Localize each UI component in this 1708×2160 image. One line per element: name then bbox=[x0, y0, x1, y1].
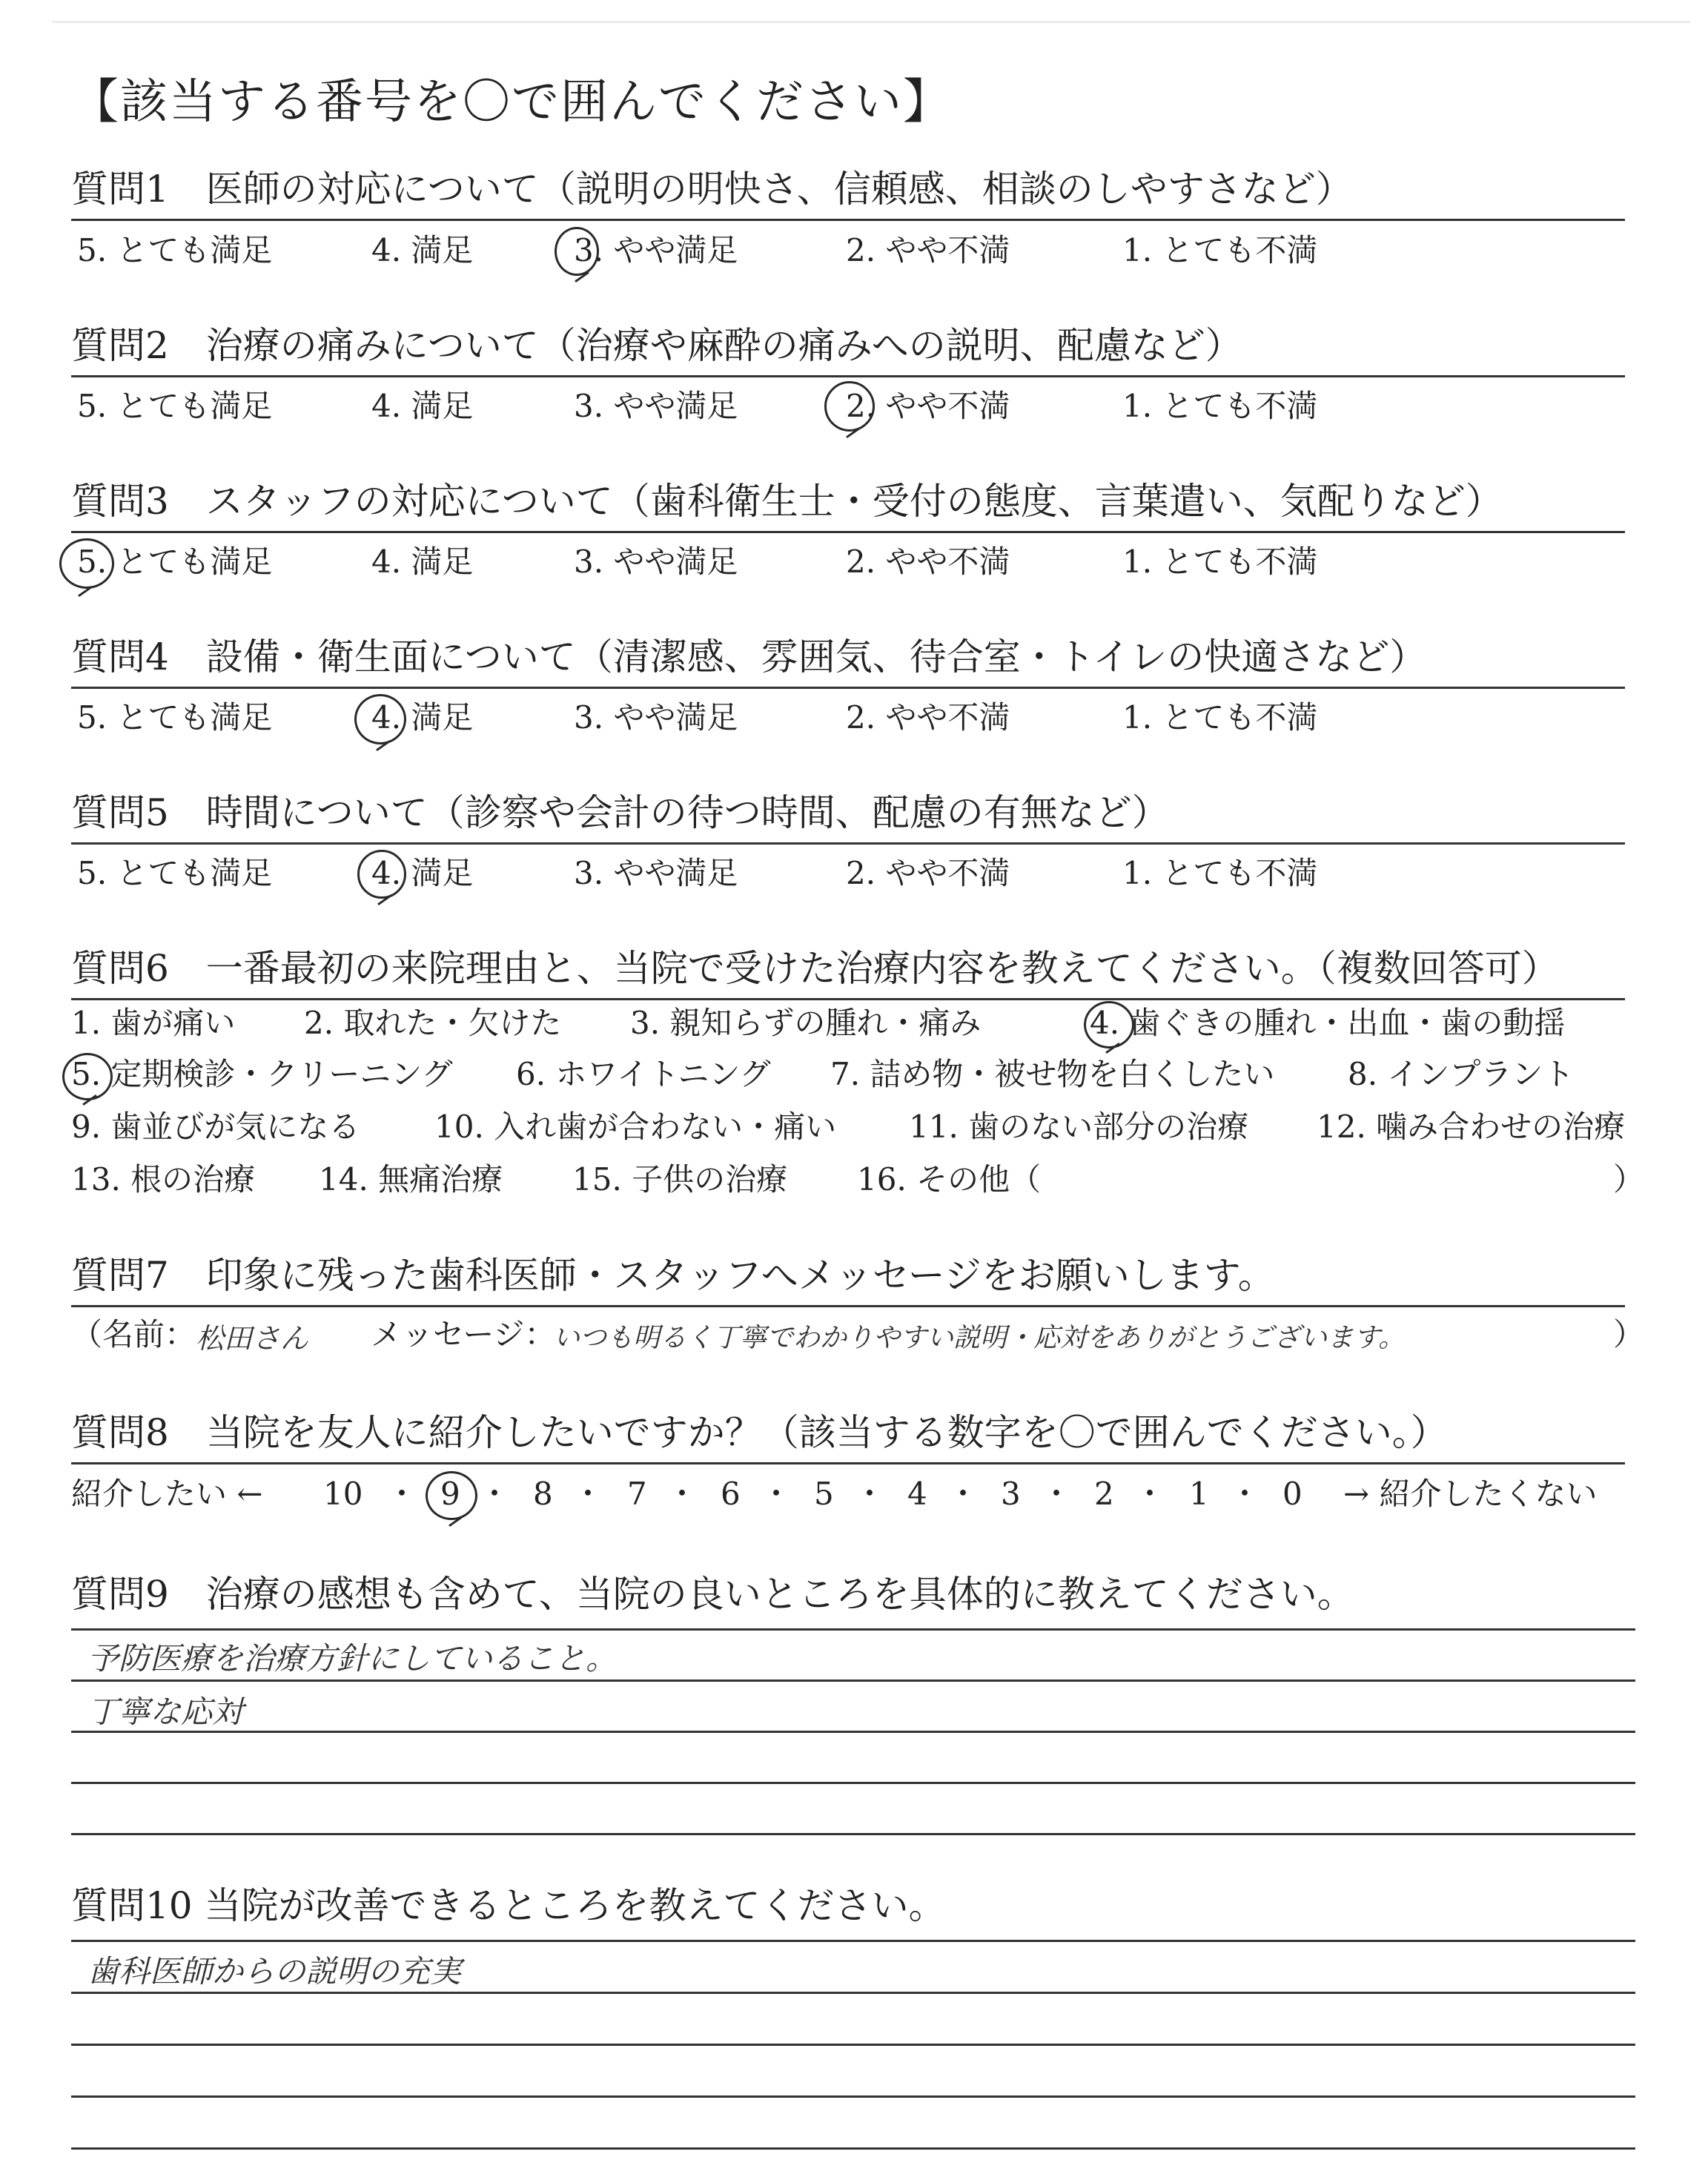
question-3 bbox=[71, 469, 1625, 533]
q2-option-3[interactable]: 3. やや満足 bbox=[574, 388, 738, 424]
q9-answer-1[interactable]: 予防医療を治療方針にしていること。 bbox=[87, 1640, 618, 1677]
scale-dot: ・ bbox=[572, 1476, 604, 1512]
scale-dot: ・ bbox=[854, 1476, 886, 1512]
q3-option-5[interactable]: 5. とても満足 bbox=[77, 544, 273, 580]
selection-circle bbox=[824, 381, 875, 432]
scale-4[interactable]: 4 bbox=[907, 1476, 927, 1512]
q6-option-4[interactable]: 4. 歯ぐきの腫れ・出血・歯の動揺 bbox=[1090, 1005, 1566, 1041]
question-5-options bbox=[71, 850, 1625, 897]
scale-dot: ・ bbox=[1229, 1476, 1261, 1512]
q2-option-4[interactable]: 4. 満足 bbox=[371, 388, 474, 424]
scale-9[interactable]: 9 bbox=[440, 1476, 460, 1512]
q6-option-16[interactable]: 16. その他（ bbox=[857, 1161, 1042, 1198]
question-4-text: 質問4 設備・衛生面について（清潔感、雰囲気、待合室・トイレの快適さなど） bbox=[71, 635, 1427, 678]
question-4-options bbox=[71, 694, 1625, 742]
q5-option-2[interactable]: 2. やや不満 bbox=[846, 855, 1010, 891]
q6-option-2[interactable]: 2. 取れた・欠けた bbox=[304, 1005, 562, 1041]
scale-6[interactable]: 6 bbox=[721, 1476, 741, 1512]
question-4 bbox=[71, 624, 1625, 689]
q2-option-1[interactable]: 1. とても不満 bbox=[1122, 388, 1318, 424]
answer-line bbox=[71, 1782, 1635, 1784]
selection-circle bbox=[1084, 1001, 1134, 1048]
question-1 bbox=[71, 156, 1625, 221]
question-6-text: 質問6 一番最初の来院理由と、当院で受けた治療内容を教えてください。（複数回答可） bbox=[71, 947, 1559, 990]
scale-dot: ・ bbox=[1041, 1476, 1073, 1512]
q3-option-2[interactable]: 2. やや不満 bbox=[846, 544, 1010, 580]
q6-option-15[interactable]: 15. 子供の治療 bbox=[572, 1161, 788, 1198]
q2-option-2[interactable]: 2. やや不満 bbox=[846, 388, 1010, 424]
top-rule bbox=[52, 21, 1690, 23]
q4-option-1[interactable]: 1. とても不満 bbox=[1122, 699, 1318, 736]
scale-0[interactable]: 0 bbox=[1282, 1476, 1302, 1512]
q7-name-value[interactable]: 松田さん bbox=[196, 1322, 309, 1355]
q7-message-label: メッセージ： bbox=[371, 1316, 556, 1353]
q9-answer-2[interactable]: 丁寧な応対 bbox=[87, 1694, 244, 1730]
scale-dot: ・ bbox=[666, 1476, 698, 1512]
selection-circle bbox=[555, 227, 599, 276]
q3-option-3[interactable]: 3. やや満足 bbox=[574, 544, 738, 580]
q6-option-8[interactable]: 8. インプラント bbox=[1348, 1056, 1575, 1092]
question-5-text: 質問5 時間について（診察や会計の待つ時間、配慮の有無など） bbox=[71, 791, 1169, 834]
question-3-text: 質問3 スタッフの対応について（歯科衛生士・受付の態度、言葉遣い、気配りなど） bbox=[71, 480, 1503, 523]
q6-option-9[interactable]: 9. 歯並びが気になる bbox=[71, 1109, 360, 1145]
q6-option-6[interactable]: 6. ホワイトニング bbox=[516, 1056, 771, 1092]
scale-dot: ・ bbox=[761, 1476, 792, 1512]
selection-circle bbox=[59, 538, 114, 589]
q6-row-4 bbox=[71, 1157, 1645, 1202]
scale-left-label: 紹介したい ← bbox=[71, 1476, 263, 1512]
scale-5[interactable]: 5 bbox=[814, 1476, 834, 1512]
q4-option-2[interactable]: 2. やや不満 bbox=[846, 699, 1010, 736]
q2-option-5[interactable]: 5. とても満足 bbox=[77, 388, 273, 424]
q4-option-3[interactable]: 3. やや満足 bbox=[574, 699, 738, 736]
scale-8[interactable]: 8 bbox=[533, 1476, 553, 1512]
q7-close-paren: ） bbox=[1613, 1316, 1645, 1353]
question-1-options bbox=[71, 227, 1625, 274]
question-1-text: 質問1 医師の対応について（説明の明快さ、信頼感、相談のしやすさなど） bbox=[71, 168, 1353, 211]
question-7-answer bbox=[71, 1311, 1645, 1358]
q5-option-3[interactable]: 3. やや満足 bbox=[574, 855, 738, 891]
q6-option-10[interactable]: 10. 入れ歯が合わない・痛い bbox=[434, 1109, 837, 1145]
q3-option-4[interactable]: 4. 満足 bbox=[371, 544, 474, 580]
selection-circle bbox=[354, 694, 406, 744]
answer-line bbox=[71, 2147, 1635, 2150]
selection-circle bbox=[357, 850, 406, 899]
scale-dot: ・ bbox=[386, 1476, 418, 1512]
q1-option-4[interactable]: 4. 満足 bbox=[371, 232, 474, 268]
q6-other-close: ） bbox=[1613, 1161, 1645, 1198]
page-title: 【該当する番号を〇で囲んでください】 bbox=[71, 75, 952, 130]
question-6 bbox=[71, 936, 1625, 1000]
q6-option-14[interactable]: 14. 無痛治療 bbox=[319, 1161, 503, 1198]
answer-line bbox=[71, 1940, 1635, 1942]
answer-line bbox=[71, 2044, 1635, 2046]
answer-line bbox=[71, 2095, 1635, 2098]
q7-message-value[interactable]: いつも明るく丁寧でわかりやすい説明・応対をありがとうございます。 bbox=[553, 1323, 1406, 1353]
question-5 bbox=[71, 780, 1625, 845]
question-10-text: 質問10 当院が改善できるところを教えてください。 bbox=[71, 1884, 946, 1927]
q1-option-5[interactable]: 5. とても満足 bbox=[77, 232, 273, 268]
question-7-text: 質問7 印象に残った歯科医師・スタッフへメッセージをお願いします。 bbox=[71, 1254, 1275, 1297]
q6-row-1 bbox=[71, 1001, 1635, 1046]
scale-7[interactable]: 7 bbox=[627, 1476, 647, 1512]
recommend-scale bbox=[71, 1472, 1635, 1516]
q6-option-3[interactable]: 3. 親知らずの腫れ・痛み bbox=[630, 1005, 982, 1041]
scale-right-label: → 紹介したくない bbox=[1343, 1476, 1598, 1512]
scale-3[interactable]: 3 bbox=[1001, 1476, 1021, 1512]
q1-option-3[interactable]: 3. やや満足 bbox=[574, 232, 738, 268]
q6-option-7[interactable]: 7. 詰め物・被せ物を白くしたい bbox=[830, 1056, 1275, 1092]
scale-1[interactable]: 1 bbox=[1189, 1476, 1209, 1512]
q7-name-label: （名前： bbox=[71, 1316, 196, 1353]
question-2-text: 質問2 治療の痛みについて（治療や麻酔の痛みへの説明、配慮など） bbox=[71, 324, 1242, 367]
scale-dot: ・ bbox=[1134, 1476, 1166, 1512]
q3-option-1[interactable]: 1. とても不満 bbox=[1122, 544, 1318, 580]
question-3-options bbox=[71, 538, 1625, 586]
question-8 bbox=[71, 1400, 1625, 1464]
q10-answer-1[interactable]: 歯科医師からの説明の充実 bbox=[87, 1953, 462, 1989]
q6-row-3 bbox=[71, 1105, 1635, 1149]
q6-option-1[interactable]: 1. 歯が痛い bbox=[71, 1005, 236, 1041]
q6-option-13[interactable]: 13. 根の治療 bbox=[71, 1161, 256, 1198]
q4-option-5[interactable]: 5. とても満足 bbox=[77, 699, 273, 736]
selection-circle bbox=[426, 1471, 477, 1520]
scale-2[interactable]: 2 bbox=[1094, 1476, 1114, 1512]
selection-circle bbox=[62, 1053, 113, 1100]
q6-option-12[interactable]: 12. 噛み合わせの治療 bbox=[1317, 1109, 1626, 1145]
q6-option-11[interactable]: 11. 歯のない部分の治療 bbox=[909, 1109, 1249, 1145]
q5-option-1[interactable]: 1. とても不満 bbox=[1122, 855, 1318, 891]
q4-option-4[interactable]: 4. 満足 bbox=[371, 699, 474, 736]
q1-option-2[interactable]: 2. やや不満 bbox=[846, 232, 1010, 268]
scale-10[interactable]: 10 bbox=[323, 1476, 363, 1512]
q1-option-1[interactable]: 1. とても不満 bbox=[1122, 232, 1318, 268]
q5-option-4[interactable]: 4. 満足 bbox=[371, 855, 474, 891]
question-2 bbox=[71, 313, 1625, 377]
question-8-text: 質問8 当院を友人に紹介したいですか？（該当する数字を〇で囲んでください。） bbox=[71, 1411, 1448, 1454]
q6-row-2 bbox=[71, 1052, 1635, 1097]
q6-option-5[interactable]: 5. 定期検診・クリーニング bbox=[71, 1056, 453, 1092]
scale-dot: ・ bbox=[479, 1476, 511, 1512]
answer-line bbox=[71, 1731, 1635, 1733]
scale-dot: ・ bbox=[947, 1476, 979, 1512]
answer-line bbox=[71, 1833, 1635, 1835]
answer-line bbox=[71, 1992, 1635, 1994]
q5-option-5[interactable]: 5. とても満足 bbox=[77, 855, 273, 891]
question-7 bbox=[71, 1243, 1625, 1307]
question-9-text: 質問9 治療の感想も含めて、当院の良いところを具体的に教えてください。 bbox=[71, 1573, 1354, 1616]
answer-line bbox=[71, 1680, 1635, 1682]
answer-line bbox=[71, 1628, 1635, 1631]
